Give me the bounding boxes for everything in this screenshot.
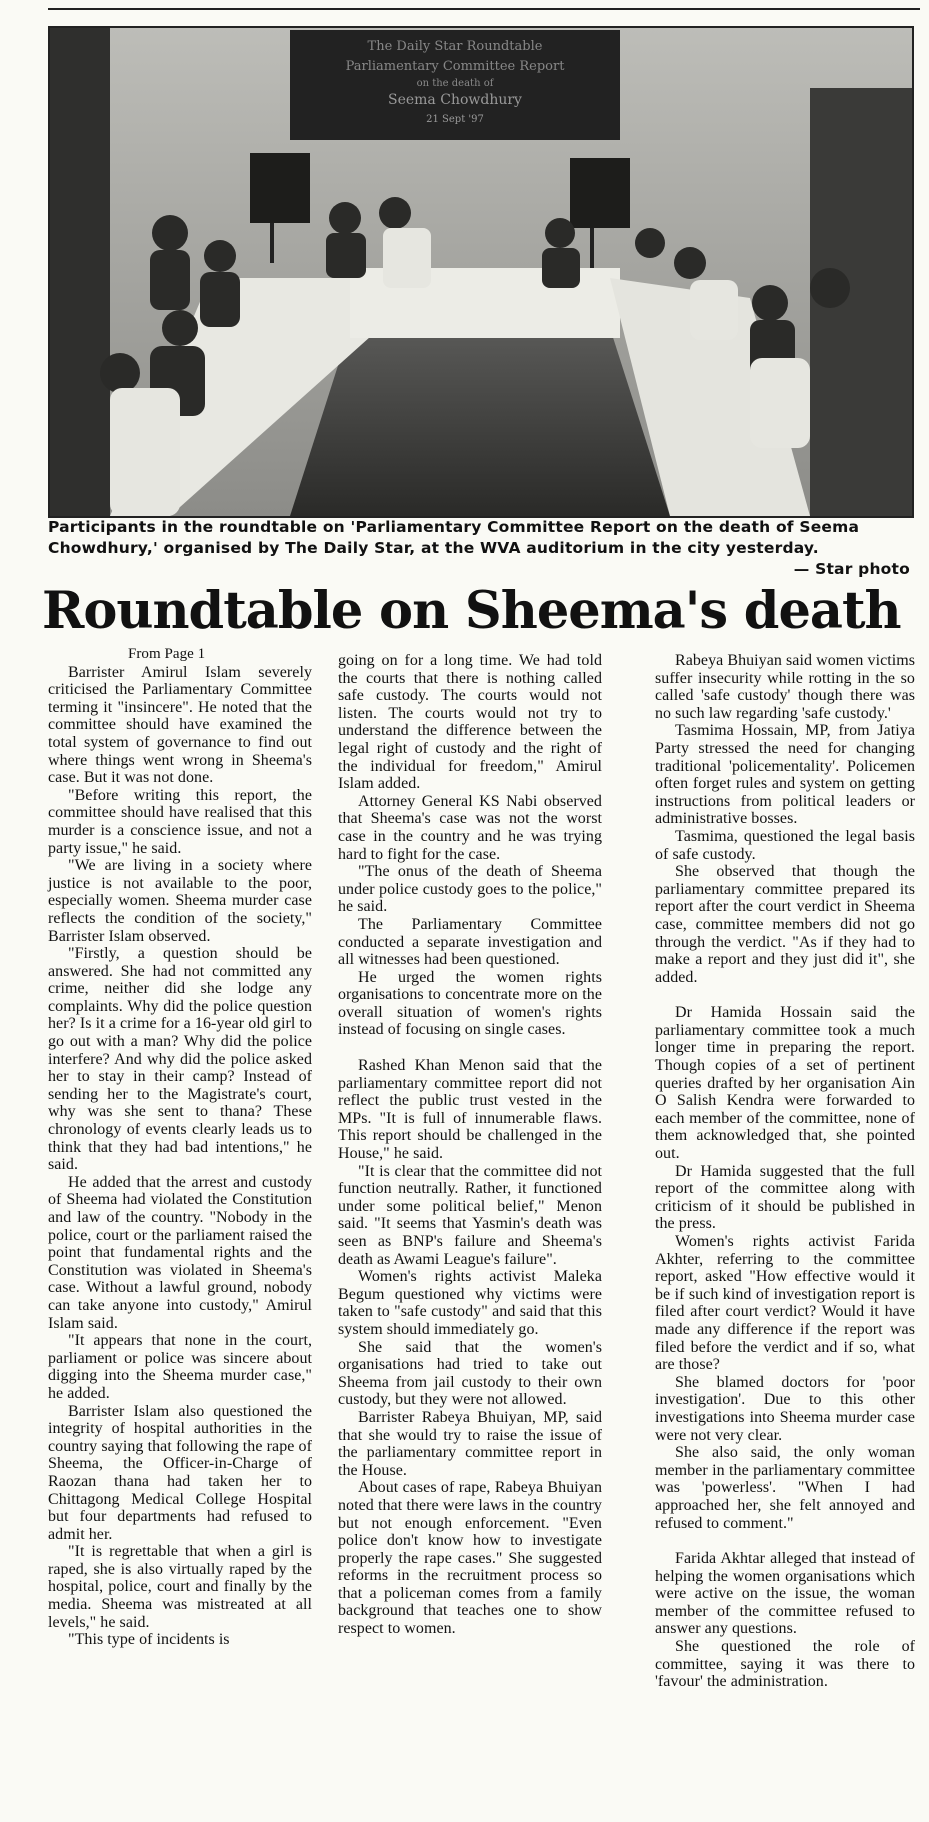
photo-credit: — Star photo: [793, 560, 910, 578]
paragraph: He added that the arrest and custody of Sheema had violated the Constitution and law of the country. "Nobody in the police, court or the parliament raised the point that fundamental rights and the Constitution was violated in Sheema's case. Without a lawful ground, nobody can take anyone into custody," Amirul Islam said.: [48, 1173, 312, 1332]
caption-text: Participants in the roundtable on 'Parliamentary Committee Report on the death of Seema Chowdhury,' organised by The Daily Star, at the WVA auditorium in the city yesterday.: [48, 518, 860, 557]
column-3: [655, 652, 915, 1691]
banner-line-4: Seema Chowdhury: [388, 92, 522, 108]
banner-line-3: on the death of: [416, 78, 494, 89]
paragraph: The Parliamentary Committee conducted a separate investigation and all witnesses had been questioned.: [338, 915, 602, 969]
paragraph: Rabeya Bhuiyan said women victims suffer insecurity while rotting in the so called 'safe custody' though there was no such law regarding 'safe custody.': [655, 652, 915, 722]
paragraph: "This type of incidents is: [68, 1631, 230, 1649]
paragraph: Barrister Amirul Islam severely criticised the Parliamentary Committee terming it "insincere". He noted that the committee should have examined the total system of governance to find out where things went wrong in Sheema's case. But it was not done.: [48, 663, 312, 787]
paragraph: About cases of rape, Rabeya Bhuiyan noted that there were laws in the country but not enough enforcement. "Even police don't know how to investigate properly the rape cases." She suggested reforms in the recruitment process so that a policeman comes from a family background that teaches one to show respect to women.: [338, 1479, 602, 1638]
paragraph: Women's rights activist Farida Akhter, referring to the committee report, asked "How effective would it be if such kind of investigation report is filed after court verdict? Would it have made any difference if the report was filed before the verdict and if so, what are those?: [655, 1233, 915, 1374]
banner-line-5: 21 Sept '97: [426, 114, 484, 125]
paragraph: "The onus of the death of Sheema under police custody goes to the police," he said.: [338, 863, 602, 916]
paragraph: "Before writing this report, the committee should have realised that this murder is a conscience issue, and not a party issue," he said.: [48, 786, 312, 857]
paragraph: Rashed Khan Menon said that the parliamentary committee report did not reflect the public trust vested in the MPs. "It is full of innumerable flaws. This report should be challenged in the House," he said.: [338, 1057, 602, 1163]
paragraph: "It appears that none in the court, parliament or police was sincere about digging into the Sheema murder case," he added.: [48, 1332, 312, 1402]
paragraph: Barrister Islam also questioned the integrity of hospital authorities in the country saying that following the rape of Sheema, the Officer-in-Charge of Raozan thana had taken her to Chittagong Medical College Hospital but four departments had refused to admit her.: [48, 1402, 312, 1543]
banner-line-2: Parliamentary Committee Report: [345, 59, 565, 74]
paragraph: Barrister Rabeya Bhuiyan, MP, said that she would try to raise the issue of the parliamentary committee report in the House.: [338, 1408, 602, 1479]
paragraph: She said that the women's organisations had tried to take out Sheema from jail custody to their own custody, but they were not allowed.: [338, 1338, 602, 1409]
paragraph: "It is regrettable that when a girl is raped, she is also virtually raped by the hospital, police, court and finally by the media. Sheema was mistreated at all levels," he said.: [48, 1543, 312, 1631]
paragraph: "We are living in a society where justice is not available to the poor, especially women. Sheema murder case reflects the condition of the society," Barrister Islam observed.: [48, 857, 312, 945]
paragraph: Dr Hamida suggested that the full report of the committee along with criticism of it should be published in the press.: [655, 1162, 915, 1233]
paragraph: Tasmima, questioned the legal basis of safe custody.: [655, 827, 915, 863]
paragraph: She also said, the only woman member in the parliamentary committee was 'powerless'. "When I had approached her, she felt annoyed and refused to comment.": [655, 1444, 915, 1532]
roundtable-photo: [48, 26, 914, 518]
from-page-label: From Page 1: [128, 646, 206, 662]
photo-caption: [48, 517, 910, 580]
paragraph: Women's rights activist Maleka Begum questioned why victims were taken to "safe custody" and said that this system should immediately go.: [338, 1268, 602, 1338]
paragraph: Dr Hamida Hossain said the parliamentary committee took a much longer time in preparing the report. Though copies of a set of pertinent queries drafted by her organisation Ain O Salish Kendra were forwarded to each member of the committee, none of them acknowledged that, she pointed out.: [655, 1004, 915, 1163]
paragraph: "Firstly, a question should be answered. She had not committed any crime, neither did she lodge any complaints. Why did the police question her? Is it a crime for a 16-year old girl to go out with a man? Why did the police interfere? And why did the police asked her to stay in their camp? Instead of sending her to the Magistrate's court, why was she sent to thana? These chronology of events clearly leads us to think that they had bad intentions," he said.: [48, 945, 312, 1174]
paragraph: Tasmima Hossain, MP, from Jatiya Party stressed the need for changing traditional 'policementality'. Policemen often forget rules and system on getting instructions from political leaders or administrative bosses.: [655, 722, 915, 828]
paragraph: She questioned the role of committee, saying it was there to 'favour' the administration.: [655, 1638, 915, 1691]
paragraph: She observed that though the parliamentary committee prepared its report after the court verdict in Sheema case, committee members did not go through the verdict. "As if they had to make a report and they just did it", she added.: [655, 863, 915, 986]
paragraph: "It is clear that the committee did not function neutrally. Rather, it functioned under some political belief," Menon said. "It seems that Yasmin's death was seen as BNP's failure and Sheema's death as Awami League's failure".: [338, 1162, 602, 1268]
paragraph: going on for a long time. We had told the courts that there is nothing called safe custody. The courts would not listen. The courts would not try to understand the difference between the legal right of custody and the right of the individual for freedom," Amirul Islam added.: [338, 652, 602, 793]
photo-illustration: [50, 28, 912, 516]
column-1: [48, 646, 312, 1649]
paragraph: Attorney General KS Nabi observed that Sheema's case was not the worst case in the country and he was trying hard to fight for the case.: [338, 792, 602, 863]
paragraph: He urged the women rights organisations to concentrate more on the overall situation of women's rights instead of focusing on single cases.: [338, 968, 602, 1039]
banner-line-1: The Daily Star Roundtable: [367, 39, 543, 54]
headline: Roundtable on Sheema's death: [42, 581, 901, 641]
paragraph: She blamed doctors for 'poor investigation'. Due to this other investigations into Sheema murder case were not very clear.: [655, 1373, 915, 1444]
column-2: [338, 652, 602, 1638]
top-rule: [48, 8, 920, 10]
paragraph: Farida Akhtar alleged that instead of helping the women organisations which were active on the issue, the woman member of the committee refused to answer any questions.: [655, 1550, 915, 1638]
